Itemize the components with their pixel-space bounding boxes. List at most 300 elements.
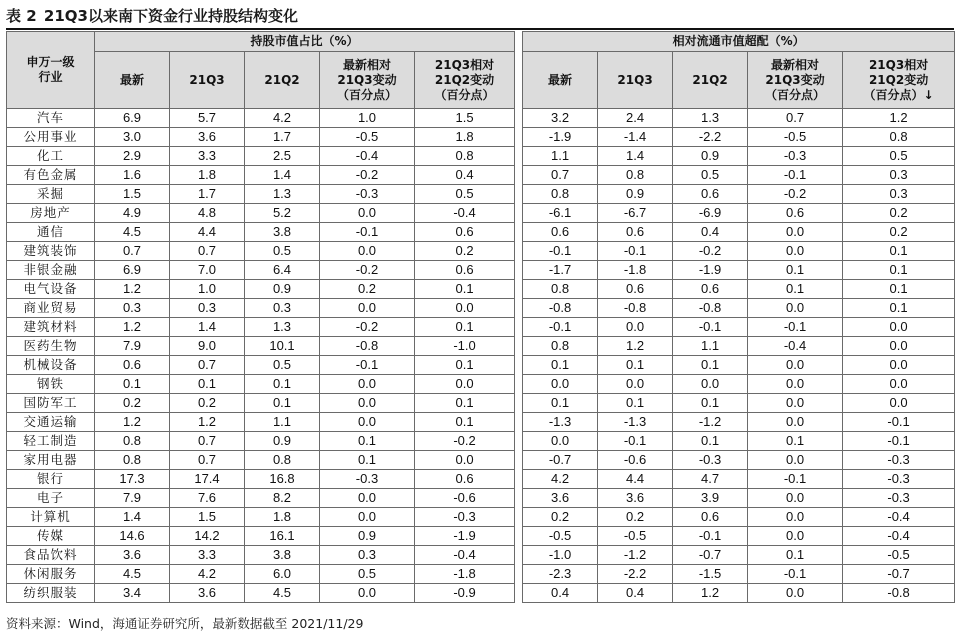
- share-cell: 4.9: [95, 204, 170, 223]
- share-cell: -0.2: [320, 318, 415, 337]
- overweight-cell: 0.8: [523, 337, 598, 356]
- share-cell: -0.1: [320, 223, 415, 242]
- table-row: [7, 565, 955, 584]
- share-cell: 0.1: [415, 394, 515, 413]
- overweight-cell: -0.2: [748, 185, 843, 204]
- overweight-cell: 3.6: [598, 489, 673, 508]
- share-cell: -0.2: [320, 166, 415, 185]
- overweight-cell: 0.1: [748, 546, 843, 565]
- overweight-cell: 0.1: [673, 432, 748, 451]
- share-cell: 7.9: [95, 489, 170, 508]
- overweight-cell: 2.4: [598, 109, 673, 128]
- industry-cell: 有色金属: [7, 166, 95, 185]
- overweight-cell: -0.5: [748, 128, 843, 147]
- overweight-cell: 0.0: [748, 451, 843, 470]
- overweight-cell: 1.2: [598, 337, 673, 356]
- share-cell: 0.0: [415, 375, 515, 394]
- overweight-cell: -1.8: [598, 261, 673, 280]
- share-cell: 0.3: [245, 299, 320, 318]
- column-gap: [515, 356, 523, 375]
- overweight-cell: 0.1: [843, 261, 955, 280]
- overweight-cell: 0.0: [748, 375, 843, 394]
- overweight-cell: -0.1: [843, 413, 955, 432]
- share-cell: 1.5: [415, 109, 515, 128]
- industry-cell: 建筑材料: [7, 318, 95, 337]
- overweight-cell: 0.2: [843, 204, 955, 223]
- industry-cell: 食品饮料: [7, 546, 95, 565]
- share-cell: 0.7: [95, 242, 170, 261]
- share-cell: 0.0: [320, 508, 415, 527]
- share-cell: 0.8: [245, 451, 320, 470]
- share-cell: -1.8: [415, 565, 515, 584]
- overweight-cell: -0.1: [598, 242, 673, 261]
- overweight-cell: 0.6: [523, 223, 598, 242]
- share-cell: -0.8: [320, 337, 415, 356]
- share-cell: 0.0: [320, 489, 415, 508]
- share-cell: -0.3: [320, 470, 415, 489]
- overweight-cell: 0.6: [748, 204, 843, 223]
- table-number: 表 2: [6, 7, 37, 25]
- overweight-cell: 3.2: [523, 109, 598, 128]
- overweight-cell: -6.7: [598, 204, 673, 223]
- col-header-share-3: 最新相对 21Q3变动 （百分点）: [320, 52, 415, 109]
- share-cell: 0.6: [95, 356, 170, 375]
- overweight-cell: 0.2: [598, 508, 673, 527]
- group-header-overweight: 相对流通市值超配（%）: [523, 32, 955, 52]
- share-cell: 9.0: [170, 337, 245, 356]
- industry-cell: 计算机: [7, 508, 95, 527]
- overweight-cell: -1.9: [523, 128, 598, 147]
- overweight-cell: 0.9: [673, 147, 748, 166]
- industry-cell: 电气设备: [7, 280, 95, 299]
- share-cell: -1.0: [415, 337, 515, 356]
- column-gap: [515, 128, 523, 147]
- overweight-cell: -0.1: [673, 318, 748, 337]
- column-gap: [515, 413, 523, 432]
- share-cell: 4.5: [95, 565, 170, 584]
- industry-cell: 纺织服装: [7, 584, 95, 603]
- share-cell: -0.4: [415, 546, 515, 565]
- table-row: [7, 413, 955, 432]
- overweight-cell: -0.1: [748, 565, 843, 584]
- overweight-cell: 0.1: [673, 356, 748, 375]
- industry-cell: 医药生物: [7, 337, 95, 356]
- overweight-cell: -0.3: [673, 451, 748, 470]
- overweight-cell: 0.0: [843, 375, 955, 394]
- industry-cell: 房地产: [7, 204, 95, 223]
- overweight-cell: 4.2: [523, 470, 598, 489]
- overweight-cell: -2.3: [523, 565, 598, 584]
- share-cell: 1.0: [320, 109, 415, 128]
- overweight-cell: -0.3: [843, 470, 955, 489]
- overweight-cell: -1.3: [598, 413, 673, 432]
- share-cell: 1.8: [245, 508, 320, 527]
- column-gap: [515, 337, 523, 356]
- overweight-cell: -1.9: [673, 261, 748, 280]
- table-row: [7, 261, 955, 280]
- share-cell: 0.1: [320, 451, 415, 470]
- share-cell: 0.1: [415, 413, 515, 432]
- overweight-cell: -0.1: [748, 318, 843, 337]
- share-cell: 16.8: [245, 470, 320, 489]
- overweight-cell: -6.9: [673, 204, 748, 223]
- column-gap: [515, 584, 523, 603]
- share-cell: 0.7: [170, 451, 245, 470]
- share-cell: 1.6: [95, 166, 170, 185]
- overweight-cell: 4.4: [598, 470, 673, 489]
- overweight-cell: 0.0: [748, 489, 843, 508]
- overweight-cell: 0.1: [523, 356, 598, 375]
- column-gap: [515, 546, 523, 565]
- overweight-cell: 0.0: [748, 356, 843, 375]
- share-cell: 0.7: [170, 242, 245, 261]
- share-cell: 1.3: [245, 185, 320, 204]
- share-cell: 0.1: [415, 318, 515, 337]
- overweight-cell: 1.4: [598, 147, 673, 166]
- share-cell: 4.5: [245, 584, 320, 603]
- overweight-cell: 0.1: [673, 394, 748, 413]
- overweight-cell: -1.4: [598, 128, 673, 147]
- share-cell: -0.3: [320, 185, 415, 204]
- share-cell: 3.3: [170, 546, 245, 565]
- overweight-cell: 0.6: [598, 280, 673, 299]
- share-cell: 0.0: [415, 451, 515, 470]
- column-gap: [515, 223, 523, 242]
- overweight-cell: 0.9: [598, 185, 673, 204]
- overweight-cell: 0.1: [843, 242, 955, 261]
- share-cell: 1.3: [245, 318, 320, 337]
- share-cell: 0.2: [320, 280, 415, 299]
- overweight-cell: 0.0: [748, 299, 843, 318]
- overweight-cell: 0.0: [843, 337, 955, 356]
- overweight-cell: -0.4: [748, 337, 843, 356]
- table-row: [7, 242, 955, 261]
- share-cell: -0.3: [415, 508, 515, 527]
- col-header-overweight-0: 最新: [523, 52, 598, 109]
- overweight-cell: -2.2: [673, 128, 748, 147]
- share-cell: 0.0: [320, 299, 415, 318]
- share-cell: 1.4: [245, 166, 320, 185]
- industry-cell: 采掘: [7, 185, 95, 204]
- share-cell: 1.5: [95, 185, 170, 204]
- column-gap: [515, 204, 523, 223]
- overweight-cell: 0.0: [748, 394, 843, 413]
- overweight-cell: 0.8: [523, 185, 598, 204]
- overweight-cell: -0.2: [673, 242, 748, 261]
- overweight-cell: 1.2: [673, 584, 748, 603]
- table-row: [7, 128, 955, 147]
- corner-header: 申万一级 行业: [7, 32, 95, 109]
- table-row: [7, 508, 955, 527]
- industry-cell: 建筑装饰: [7, 242, 95, 261]
- share-cell: 1.2: [95, 413, 170, 432]
- overweight-cell: 0.6: [673, 185, 748, 204]
- share-cell: 0.8: [415, 147, 515, 166]
- overweight-cell: 0.5: [673, 166, 748, 185]
- table-row: [7, 223, 955, 242]
- overweight-cell: 3.9: [673, 489, 748, 508]
- table-row: [7, 337, 955, 356]
- industry-cell: 商业贸易: [7, 299, 95, 318]
- overweight-cell: 0.6: [673, 280, 748, 299]
- column-gap: [515, 185, 523, 204]
- overweight-cell: -0.7: [673, 546, 748, 565]
- share-cell: 3.6: [95, 546, 170, 565]
- column-gap: [515, 451, 523, 470]
- overweight-cell: 0.1: [748, 432, 843, 451]
- overweight-cell: 1.3: [673, 109, 748, 128]
- overweight-cell: 0.4: [673, 223, 748, 242]
- share-cell: 0.0: [320, 375, 415, 394]
- share-cell: 0.6: [415, 261, 515, 280]
- share-cell: 6.4: [245, 261, 320, 280]
- table-title: [6, 4, 298, 28]
- table-row: [7, 432, 955, 451]
- share-cell: 0.5: [245, 242, 320, 261]
- share-cell: 14.6: [95, 527, 170, 546]
- overweight-cell: -0.5: [523, 527, 598, 546]
- overweight-cell: 0.3: [843, 185, 955, 204]
- overweight-cell: -0.5: [598, 527, 673, 546]
- overweight-cell: -1.5: [673, 565, 748, 584]
- share-cell: 0.0: [320, 394, 415, 413]
- share-cell: 7.0: [170, 261, 245, 280]
- share-cell: 0.6: [415, 470, 515, 489]
- overweight-cell: 0.8: [843, 128, 955, 147]
- share-cell: 6.0: [245, 565, 320, 584]
- share-cell: 0.1: [415, 280, 515, 299]
- overweight-cell: -6.1: [523, 204, 598, 223]
- share-cell: 0.8: [95, 432, 170, 451]
- share-cell: 5.2: [245, 204, 320, 223]
- overweight-cell: 0.7: [748, 109, 843, 128]
- share-cell: 17.4: [170, 470, 245, 489]
- overweight-cell: 0.5: [843, 147, 955, 166]
- overweight-cell: -0.8: [843, 584, 955, 603]
- table-row: [7, 489, 955, 508]
- overweight-cell: 0.6: [598, 223, 673, 242]
- overweight-cell: 0.0: [843, 318, 955, 337]
- overweight-cell: -0.4: [843, 527, 955, 546]
- column-gap: [515, 375, 523, 394]
- overweight-cell: 0.0: [748, 508, 843, 527]
- share-cell: 3.3: [170, 147, 245, 166]
- overweight-cell: 0.0: [523, 432, 598, 451]
- industry-cell: 汽车: [7, 109, 95, 128]
- share-cell: -1.9: [415, 527, 515, 546]
- overweight-cell: 0.1: [843, 280, 955, 299]
- overweight-cell: 3.6: [523, 489, 598, 508]
- overweight-cell: -0.1: [598, 432, 673, 451]
- table-row: [7, 356, 955, 375]
- table-row: [7, 109, 955, 128]
- column-gap: [515, 394, 523, 413]
- col-header-share-1: 21Q3: [170, 52, 245, 109]
- overweight-cell: 0.3: [843, 166, 955, 185]
- overweight-cell: 0.2: [523, 508, 598, 527]
- industry-cell: 电子: [7, 489, 95, 508]
- industry-cell: 机械设备: [7, 356, 95, 375]
- overweight-cell: -1.3: [523, 413, 598, 432]
- table-title-text: 21Q3以来南下资金行业持股结构变化: [43, 7, 298, 25]
- table-row: [7, 299, 955, 318]
- share-cell: 3.6: [170, 584, 245, 603]
- holdings-table: [6, 31, 955, 603]
- overweight-cell: 0.4: [598, 584, 673, 603]
- share-cell: 0.9: [320, 527, 415, 546]
- overweight-cell: 0.1: [843, 299, 955, 318]
- share-cell: 3.8: [245, 223, 320, 242]
- share-cell: 0.3: [170, 299, 245, 318]
- share-cell: 0.0: [320, 413, 415, 432]
- column-gap: [515, 432, 523, 451]
- group-header-holding-share: 持股市值占比（%）: [95, 32, 515, 52]
- table-row: [7, 166, 955, 185]
- column-gap: [515, 470, 523, 489]
- share-cell: 1.2: [95, 280, 170, 299]
- share-cell: 0.3: [95, 299, 170, 318]
- table-row: [7, 451, 955, 470]
- overweight-cell: -1.2: [673, 413, 748, 432]
- industry-cell: 化工: [7, 147, 95, 166]
- share-cell: 1.8: [170, 166, 245, 185]
- share-cell: 7.6: [170, 489, 245, 508]
- share-cell: -0.6: [415, 489, 515, 508]
- share-cell: 0.2: [415, 242, 515, 261]
- overweight-cell: 0.4: [523, 584, 598, 603]
- share-cell: 3.4: [95, 584, 170, 603]
- overweight-cell: 0.8: [523, 280, 598, 299]
- share-cell: 4.2: [245, 109, 320, 128]
- industry-cell: 非银金融: [7, 261, 95, 280]
- table-row: [7, 375, 955, 394]
- overweight-cell: -0.1: [748, 470, 843, 489]
- share-cell: 3.6: [170, 128, 245, 147]
- overweight-cell: 0.0: [523, 375, 598, 394]
- column-gap: [515, 166, 523, 185]
- share-cell: 5.7: [170, 109, 245, 128]
- source-note: 资料来源：Wind，海通证券研究所，最新数据截至 2021/11/29: [6, 616, 364, 631]
- overweight-cell: -0.1: [748, 166, 843, 185]
- table-row: [7, 280, 955, 299]
- overweight-cell: 0.1: [598, 356, 673, 375]
- overweight-cell: 0.1: [523, 394, 598, 413]
- column-gap: [515, 242, 523, 261]
- table-row: [7, 185, 955, 204]
- column-gap: [515, 261, 523, 280]
- share-cell: 0.1: [170, 375, 245, 394]
- share-cell: 0.2: [170, 394, 245, 413]
- share-cell: 4.8: [170, 204, 245, 223]
- col-header-overweight-4: 21Q3相对 21Q2变动 （百分点）↓: [843, 52, 955, 109]
- col-header-share-2: 21Q2: [245, 52, 320, 109]
- overweight-cell: -0.7: [843, 565, 955, 584]
- share-cell: 0.0: [320, 204, 415, 223]
- share-cell: 0.7: [170, 432, 245, 451]
- overweight-cell: -0.1: [523, 242, 598, 261]
- share-cell: -0.4: [415, 204, 515, 223]
- share-cell: 4.4: [170, 223, 245, 242]
- share-cell: 1.7: [245, 128, 320, 147]
- share-cell: 0.0: [320, 584, 415, 603]
- share-cell: 6.9: [95, 261, 170, 280]
- share-cell: 0.5: [415, 185, 515, 204]
- overweight-cell: -0.3: [748, 147, 843, 166]
- title-rule: [6, 28, 954, 30]
- col-header-share-0: 最新: [95, 52, 170, 109]
- column-gap: [515, 32, 523, 109]
- overweight-cell: 0.1: [598, 394, 673, 413]
- share-cell: 16.1: [245, 527, 320, 546]
- column-gap: [515, 109, 523, 128]
- overweight-cell: -0.1: [673, 527, 748, 546]
- share-cell: 1.4: [170, 318, 245, 337]
- share-cell: 0.8: [95, 451, 170, 470]
- share-cell: 0.5: [245, 356, 320, 375]
- overweight-cell: -0.4: [843, 508, 955, 527]
- col-header-overweight-3: 最新相对 21Q3变动 （百分点）: [748, 52, 843, 109]
- share-cell: 1.2: [95, 318, 170, 337]
- share-cell: 2.5: [245, 147, 320, 166]
- column-gap: [515, 147, 523, 166]
- share-cell: 0.1: [320, 432, 415, 451]
- overweight-cell: 0.0: [673, 375, 748, 394]
- share-cell: 0.1: [245, 375, 320, 394]
- share-cell: 0.5: [320, 565, 415, 584]
- table-row: [7, 394, 955, 413]
- share-cell: 0.1: [95, 375, 170, 394]
- table-row: [7, 546, 955, 565]
- table-row: [7, 527, 955, 546]
- col-header-share-4: 21Q3相对 21Q2变动 （百分点）: [415, 52, 515, 109]
- share-cell: 8.2: [245, 489, 320, 508]
- share-cell: 10.1: [245, 337, 320, 356]
- table-row: [7, 584, 955, 603]
- share-cell: -0.9: [415, 584, 515, 603]
- col-header-overweight-2: 21Q2: [673, 52, 748, 109]
- industry-cell: 轻工制造: [7, 432, 95, 451]
- share-cell: 3.0: [95, 128, 170, 147]
- overweight-cell: -0.3: [843, 451, 955, 470]
- overweight-cell: 1.1: [523, 147, 598, 166]
- overweight-cell: -0.3: [843, 489, 955, 508]
- table-row: [7, 147, 955, 166]
- share-cell: 14.2: [170, 527, 245, 546]
- column-gap: [515, 565, 523, 584]
- share-cell: 0.0: [415, 299, 515, 318]
- overweight-cell: 1.1: [673, 337, 748, 356]
- industry-cell: 钢铁: [7, 375, 95, 394]
- industry-cell: 家用电器: [7, 451, 95, 470]
- industry-cell: 国防军工: [7, 394, 95, 413]
- share-cell: 6.9: [95, 109, 170, 128]
- share-cell: 0.0: [320, 242, 415, 261]
- industry-cell: 通信: [7, 223, 95, 242]
- share-cell: -0.4: [320, 147, 415, 166]
- overweight-cell: -1.0: [523, 546, 598, 565]
- share-cell: 1.5: [170, 508, 245, 527]
- share-cell: 1.0: [170, 280, 245, 299]
- share-cell: 2.9: [95, 147, 170, 166]
- share-cell: 0.1: [415, 356, 515, 375]
- col-header-overweight-1: 21Q3: [598, 52, 673, 109]
- share-cell: 1.4: [95, 508, 170, 527]
- overweight-cell: 0.0: [843, 356, 955, 375]
- overweight-cell: 0.0: [748, 413, 843, 432]
- overweight-cell: 4.7: [673, 470, 748, 489]
- share-cell: 1.2: [170, 413, 245, 432]
- share-cell: 3.8: [245, 546, 320, 565]
